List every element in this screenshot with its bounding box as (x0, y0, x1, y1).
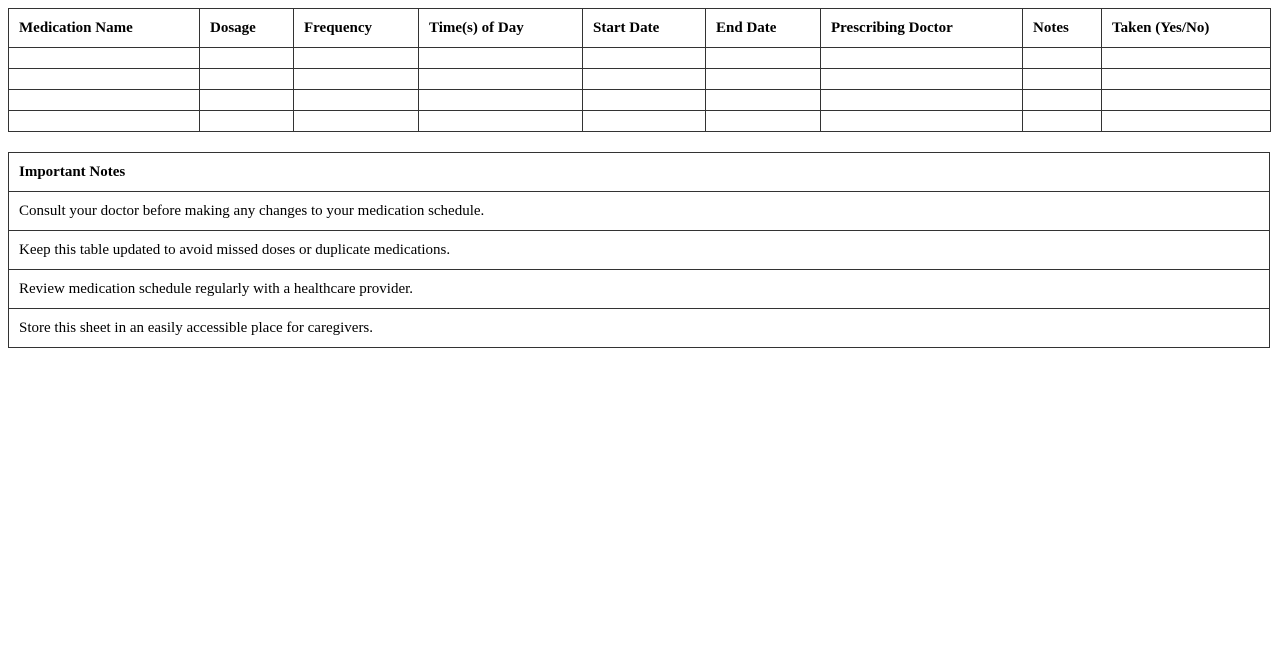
table-cell[interactable] (419, 48, 583, 69)
table-cell[interactable] (200, 69, 294, 90)
table-cell[interactable] (294, 69, 419, 90)
note-row (9, 231, 1270, 270)
table-cell[interactable] (821, 48, 1023, 69)
table-cell[interactable] (419, 111, 583, 132)
note-row (9, 309, 1270, 348)
table-cell[interactable] (583, 48, 706, 69)
column-header-frequency: Frequency (294, 9, 419, 48)
table-cell[interactable] (419, 90, 583, 111)
table-cell[interactable] (294, 48, 419, 69)
table-cell[interactable] (9, 48, 200, 69)
table-cell[interactable] (294, 111, 419, 132)
table-cell[interactable] (1102, 69, 1271, 90)
table-cell[interactable] (583, 69, 706, 90)
table-cell[interactable] (706, 69, 821, 90)
table-cell[interactable] (706, 48, 821, 69)
note-item: Review medication schedule regularly with a healthcare provider. (9, 270, 1270, 309)
note-item: Store this sheet in an easily accessible place for caregivers. (9, 309, 1270, 348)
table-cell[interactable] (1102, 48, 1271, 69)
table-cell[interactable] (419, 69, 583, 90)
column-header-dosage: Dosage (200, 9, 294, 48)
table-cell[interactable] (9, 69, 200, 90)
table-cell[interactable] (821, 111, 1023, 132)
note-row (9, 270, 1270, 309)
column-header-taken: Taken (Yes/No) (1102, 9, 1271, 48)
table-cell[interactable] (9, 111, 200, 132)
table-cell[interactable] (200, 111, 294, 132)
note-item: Consult your doctor before making any changes to your medication schedule. (9, 192, 1270, 231)
table-cell[interactable] (294, 90, 419, 111)
table-cell[interactable] (1102, 90, 1271, 111)
table-cell[interactable] (706, 90, 821, 111)
table-row (9, 90, 1271, 111)
medication-schedule-table (8, 8, 1271, 132)
column-header-end-date: End Date (706, 9, 821, 48)
column-header-times-of-day: Time(s) of Day (419, 9, 583, 48)
table-cell[interactable] (1102, 111, 1271, 132)
table-cell[interactable] (1023, 111, 1102, 132)
table-cell[interactable] (1023, 48, 1102, 69)
table-cell[interactable] (200, 90, 294, 111)
column-header-prescribing-doctor: Prescribing Doctor (821, 9, 1023, 48)
table-cell[interactable] (706, 111, 821, 132)
table-row (9, 48, 1271, 69)
table-cell[interactable] (821, 69, 1023, 90)
table-cell[interactable] (9, 90, 200, 111)
column-header-medication-name: Medication Name (9, 9, 200, 48)
table-cell[interactable] (1023, 69, 1102, 90)
table-header-row (9, 9, 1271, 48)
table-cell[interactable] (1023, 90, 1102, 111)
important-notes-table (8, 152, 1270, 348)
table-row (9, 111, 1271, 132)
table-cell[interactable] (200, 48, 294, 69)
important-notes-heading: Important Notes (9, 153, 1270, 192)
table-row (9, 69, 1271, 90)
table-cell[interactable] (583, 90, 706, 111)
table-cell[interactable] (583, 111, 706, 132)
column-header-start-date: Start Date (583, 9, 706, 48)
note-item: Keep this table updated to avoid missed doses or duplicate medications. (9, 231, 1270, 270)
note-row (9, 192, 1270, 231)
table-cell[interactable] (821, 90, 1023, 111)
column-header-notes: Notes (1023, 9, 1102, 48)
notes-header-row (9, 153, 1270, 192)
